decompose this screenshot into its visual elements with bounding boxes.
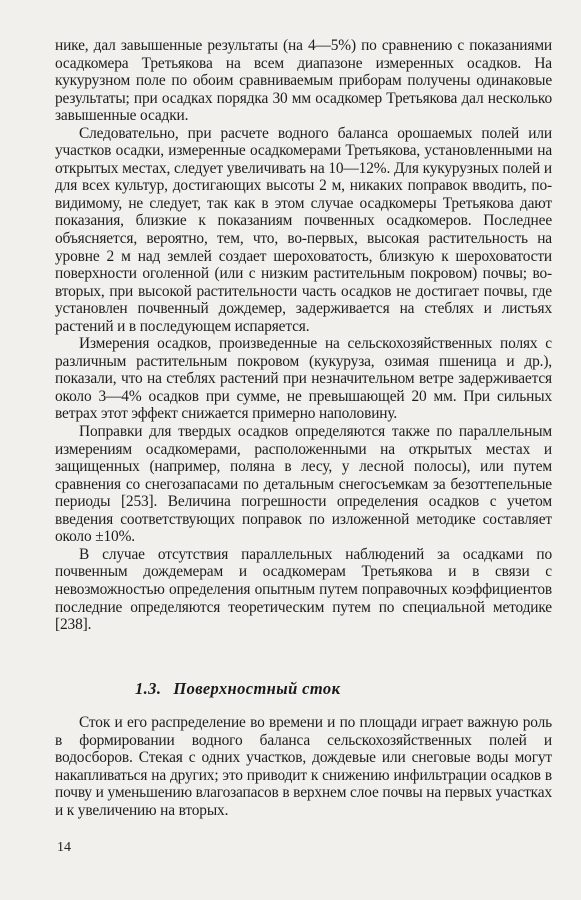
section-number: 1.3. xyxy=(135,679,162,698)
body-text-top xyxy=(55,37,552,634)
section-heading xyxy=(135,679,340,699)
paragraph: Измерения осадков, произведенные на сельскохозяйственных полях с различным растительным покровом (кукуруза, озимая пшеница и др.), показали, что на стеблях растений при незначительном ветре задерживается около 3—4% осадков при сумме, не превышающей 20 мм. При сильных ветрах этот эффект снижается примерно наполовину. xyxy=(55,335,552,423)
paragraph: Следовательно, при расчете водного баланса орошаемых полей или участков осадки, измеренные осадкомерами Третьякова, установленными на открытых местах, следует увеличивать на 10—12%. Для кукурузных полей и для всех культур, достигающих высоты 2 м, никаких поправок вводить, по-видимому, не следует, так как в этом случае осадкомеры Третьякова дают показания, близкие к показаниям почвенных осадкомеров. Последнее объясняется, вероятно, тем, что, во-первых, высокая растительность на уровне 2 м над землей создает шероховатость, близкую к шероховатости поверхности оголенной (или с низким растительным покровом) почвы; во-вторых, при высокой растительности часть осадков не достигает почвы, где установлен почвенный дождемер, задерживается на стеблях и листьях растений и в последующем испаряется. xyxy=(55,124,552,335)
section-title: Поверхностный сток xyxy=(173,679,341,698)
paragraph: В случае отсутствия параллельных наблюдений за осадками по почвенным дождемерам и осадкомерам Третьякова и в связи с невозможностью определения опытным путем поправочных коэффициентов последние определяются теоретическим путем по специальной методике [238]. xyxy=(55,545,552,634)
page-number: 14 xyxy=(57,840,71,855)
paragraph-continued: нике, дал завышенные результаты (на 4—5%) по сравнению с показаниями осадкомера Третьякова на всем диапазоне измеренных осадков. На кукурузном поле по обоим сравниваемым приборам получены одинаковые результаты; при осадках порядка 30 мм осадкомер Третьякова дал несколько завышенные осадки. xyxy=(55,37,552,125)
body-text-bottom xyxy=(55,714,552,819)
paragraph: Сток и его распределение во времени и по площади играет важную роль в формировании водного баланса сельскохозяйственных полей и водосборов. Стекая с одних участков, дождевые или снеговые воды могут накапливаться на других; это приводит к снижению инфильтрации осадков в почву и уменьшению влагозапасов в верхнем слое почвы на первых участках и к увеличению на вторых. xyxy=(55,714,552,819)
paragraph: Поправки для твердых осадков определяются также по параллельным измерениям осадкомерами, расположенными на открытых местах и защищенных (например, поляна в лесу, у лесной полосы), или путем сравнения со снегозапасами по детальным снегосъемкам за безоттепельные периоды [253]. Величина погрешности определения осадков с учетом введения соответствующих поправок по изложенной методике составляет около ±10%. xyxy=(55,423,552,546)
